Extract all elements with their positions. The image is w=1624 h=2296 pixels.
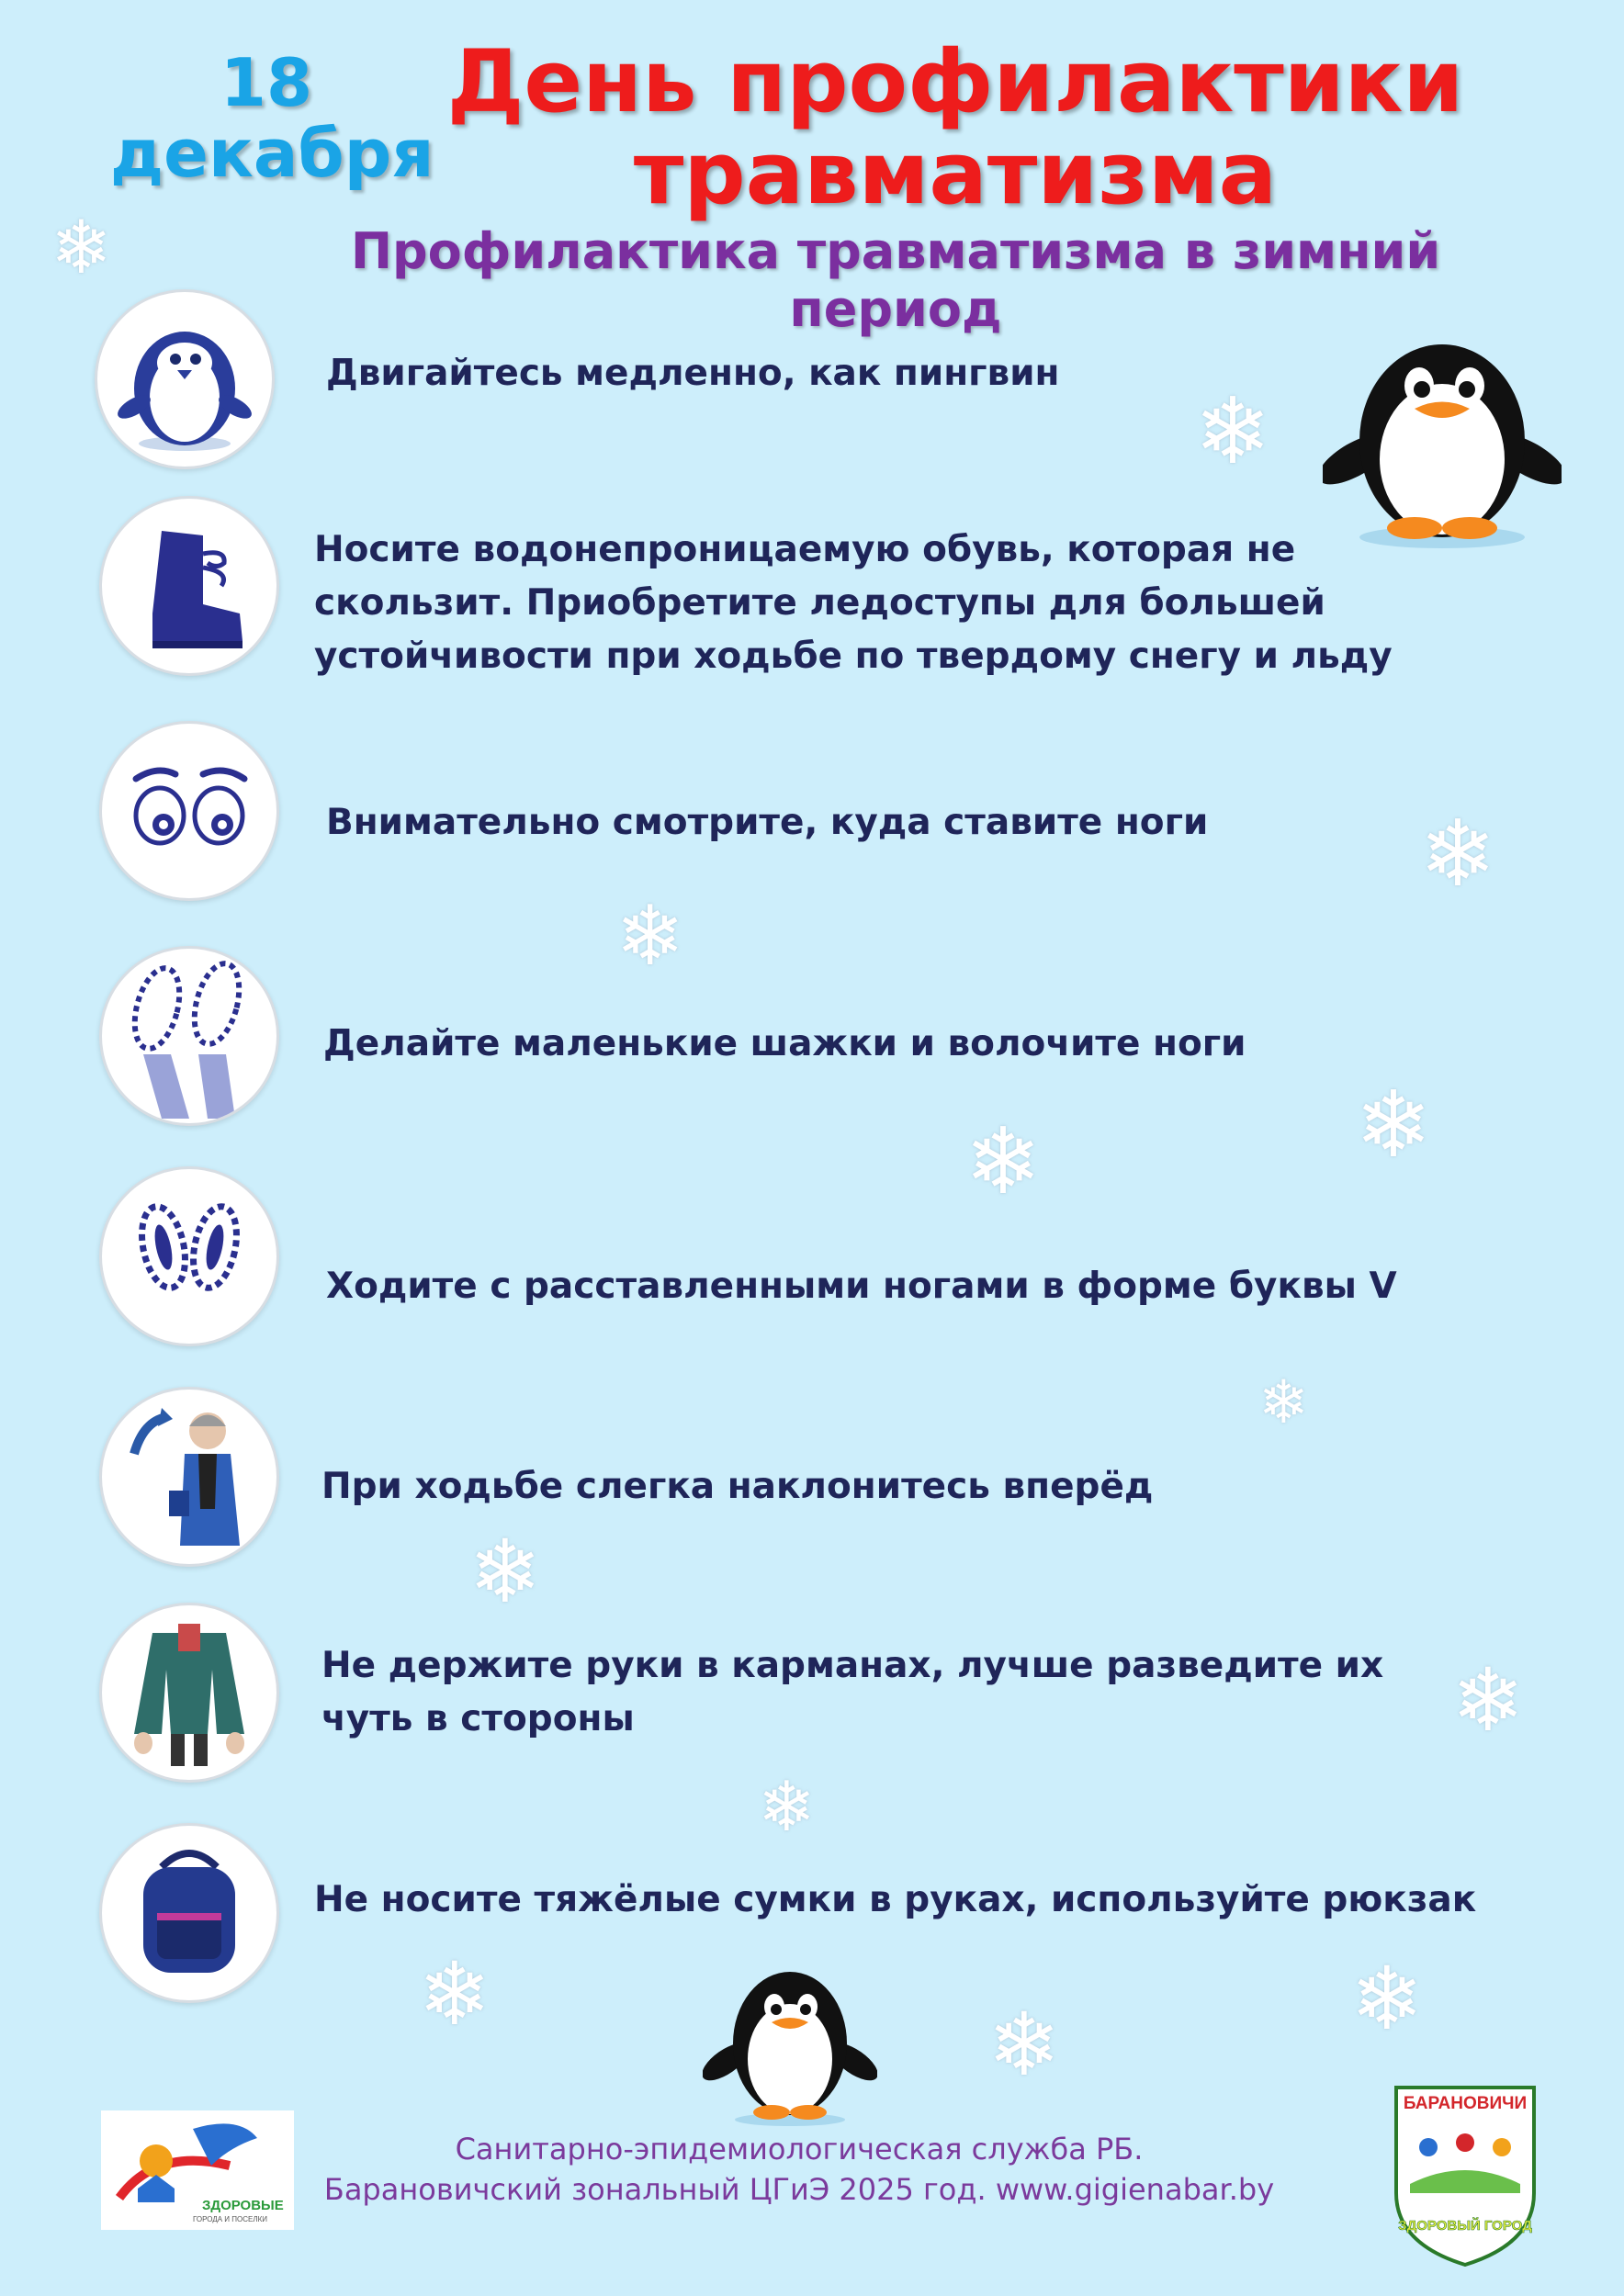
tip-icon-dragging-feet [99,946,279,1126]
snowflake-icon: ❄ [1451,1650,1525,1751]
elderly-woman-icon [116,1399,263,1555]
healthy-cities-logo [101,2110,294,2230]
eyes-icon [116,737,263,884]
snowflake-icon: ❄ [987,1995,1061,2096]
footprints-icon [116,1183,263,1330]
tip-text: При ходьбе слегка наклонитесь вперёд [321,1466,1154,1507]
snowflake-icon: ❄ [1350,1949,1424,2050]
snowflake-icon: ❄ [418,1944,491,2045]
boot-icon [116,512,263,659]
penguin-illustration [703,1956,877,2126]
page-subtitle: Профилактика травматизма в зимний период [350,222,1441,338]
baranovichi-healthy-city-logo [1392,2083,1539,2267]
tip-text-line: Не держите руки в карманах, лучше разведите их [321,1645,1384,1686]
logo-left-subtext: ГОРОДА И ПОСЕЛКИ [193,2215,268,2223]
snowflake-icon: ❄ [1355,1071,1432,1178]
tip-icon-backpack [99,1823,279,2003]
penguin-icon [111,306,258,453]
penguin-illustration [1323,321,1562,551]
tip-text-line: скользит. Приобретите ледоступы для большей [314,582,1325,624]
tip-icon-coat-figure [99,1603,279,1783]
tip-text: Двигайтесь медленно, как пингвин [326,353,1060,394]
title-line-2: травматизма [633,124,1278,224]
snowflake-icon: ❄ [1419,800,1496,907]
footer-line-2: Барановичский зональный ЦГиЭ 2025 год. www.gigienabar.by [323,2172,1275,2207]
snowflake-icon: ❄ [51,205,113,290]
tip-text: Делайте маленькие шажки и волочите ноги [323,1023,1246,1064]
snowflake-icon: ❄ [758,1766,816,1847]
tip-text [321,1639,1516,1746]
snowflake-icon: ❄ [1194,377,1271,485]
tip-icon-footprints [99,1166,279,1346]
tip-icon-boot [99,496,279,676]
footer-text [303,2129,1295,2210]
tip-text [314,523,1554,683]
snowflake-icon: ❄ [964,1108,1042,1215]
snowflake-icon: ❄ [1258,1368,1309,1437]
tip-text-line: устойчивости при ходьбе по твердому снегу и льду [314,636,1393,677]
tip-text: Внимательно смотрите, куда ставите ноги [326,802,1209,843]
coat-figure-icon [116,1615,263,1771]
page-title [432,32,1479,224]
snowflake-icon: ❄ [615,888,685,985]
backpack-icon [116,1840,263,1986]
tip-icon-penguin [95,289,275,469]
tip-icon-elderly-woman [99,1387,279,1567]
logo-left-text: ЗДОРОВЫЕ [202,2198,284,2213]
date-number: 18 [220,44,313,121]
date-month: декабря [110,115,434,192]
logo-right-bottom-text: ЗДОРОВЫЙ ГОРОД [1398,2218,1532,2234]
tip-text: Не носите тяжёлые сумки в руках, используйте рюкзак [314,1879,1477,1920]
tip-text-line: Носите водонепроницаемую обувь, которая не [314,529,1296,570]
footer-line-1: Санитарно-эпидемиологическая служба РБ. [455,2132,1144,2167]
dragging-feet-icon [107,953,272,1119]
title-line-1: День профилактики [446,32,1464,132]
logo-right-top-text: БАРАНОВИЧИ [1403,2094,1528,2113]
tip-icon-eyes [99,721,279,901]
tip-text-line: чуть в стороны [321,1698,635,1739]
snowflake-icon: ❄ [468,1522,542,1623]
tip-text: Ходите с расставленными ногами в форме буквы V [326,1266,1397,1307]
